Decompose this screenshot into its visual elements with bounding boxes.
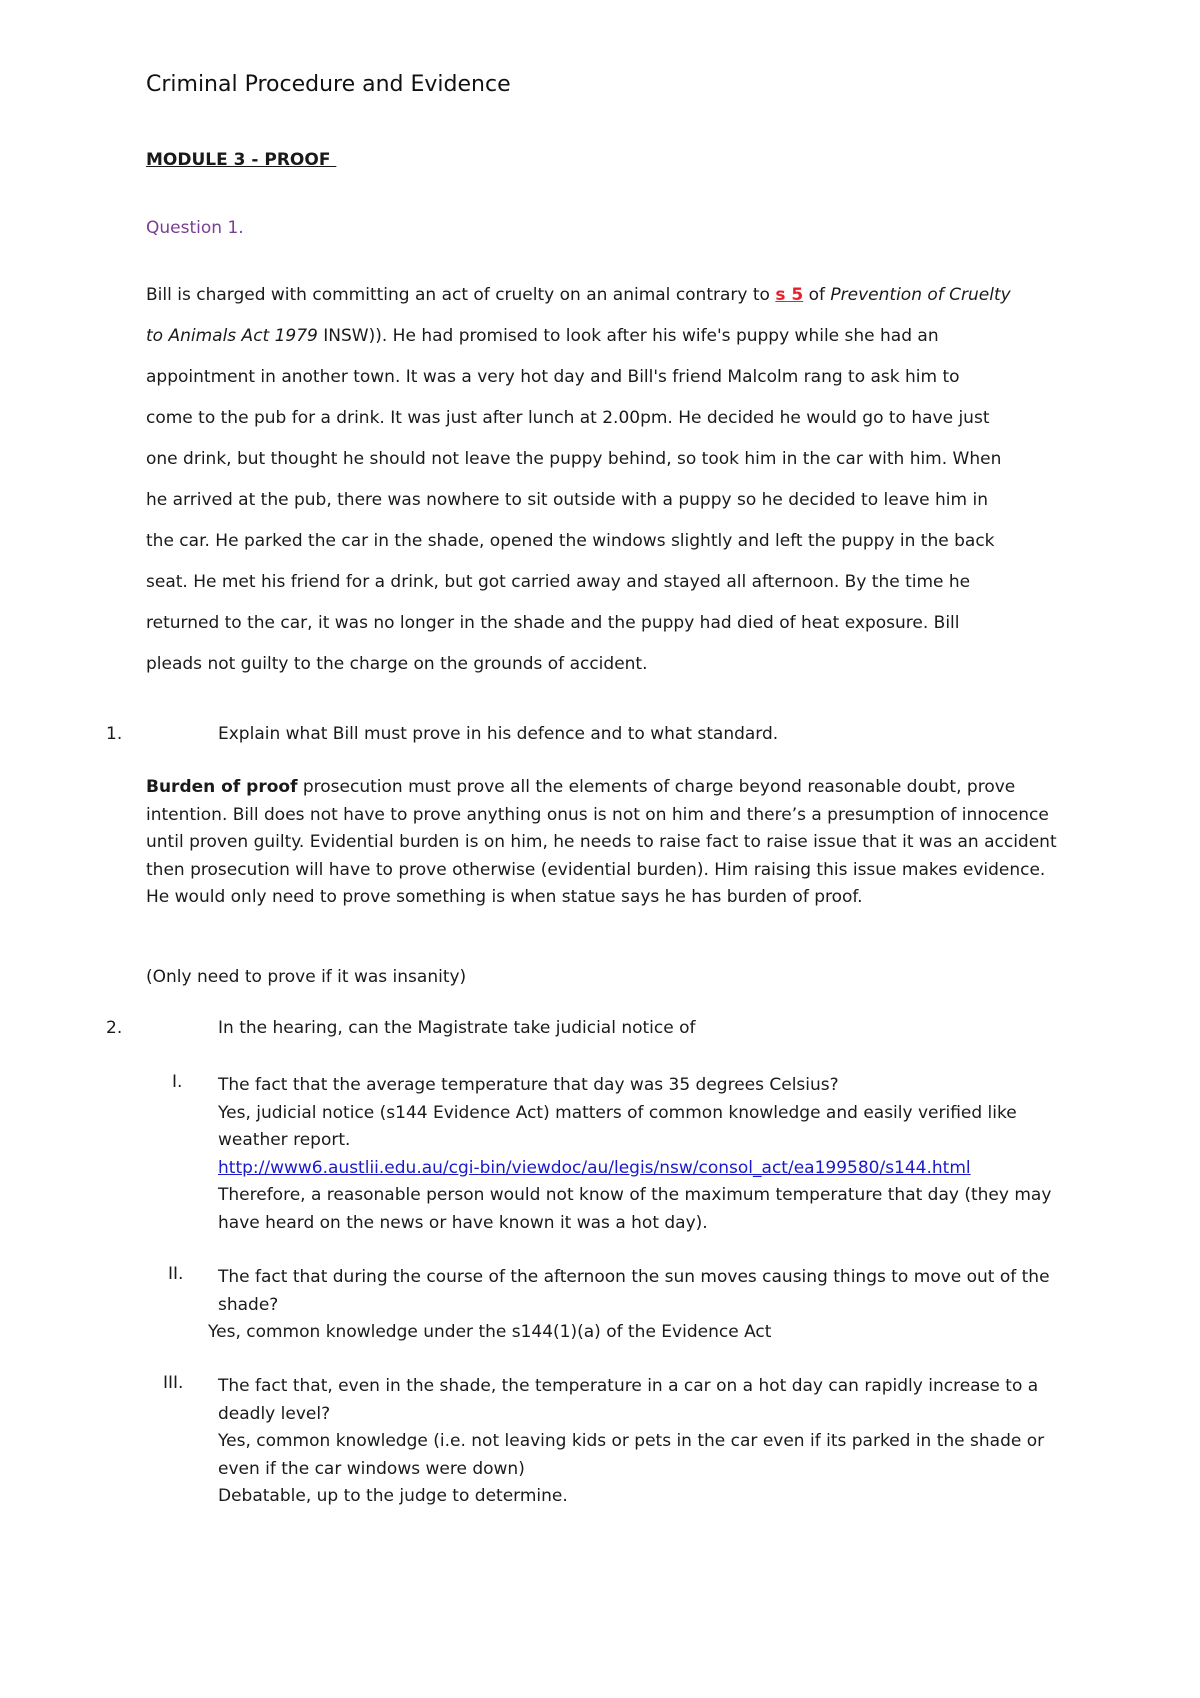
austlii-link[interactable]: http://www6.austlii.edu.au/cgi-bin/viewdoc/au/legis/nsw/consol_act/ea199580/s144.html xyxy=(218,1157,971,1178)
act-name-italic: to Animals Act 1979 xyxy=(146,326,318,346)
q2-item xyxy=(218,1072,1068,1237)
scenario-line: appointment in another town. It was a very hot day and Bill's friend Malcolm rang to ask him to xyxy=(146,367,960,387)
scenario-line: returned to the car, it was no longer in the shade and the puppy had died of heat exposure. Bill xyxy=(146,613,960,633)
q2-item-question: The fact that, even in the shade, the temperature in a car on a hot day can rapidly increase to a deadly level? xyxy=(218,1376,1039,1424)
q2-item-question: The fact that during the course of the afternoon the sun moves causing things to move out of the shade? xyxy=(218,1267,1050,1315)
scenario-line: seat. He met his friend for a drink, but got carried away and stayed all afternoon. By the time he xyxy=(146,572,971,592)
q2-item-answer: Therefore, a reasonable person would not know of the maximum temperature that day (they may have heard on the news or have known it was a hot day). xyxy=(218,1185,1052,1233)
q1-answer-text: prosecution must prove all the elements of charge beyond reasonable doubt, prove intention. Bill does not have to prove anything onus is not on him and there’s a presumption of innocence until proven guilty. Evidential burden is on him, he needs to raise fact to raise issue that it was an accident then prosecution will have to prove otherwise (evidential burden). Him raising this issue makes evidence. He would only need to prove something is when statue says he has burden of proof. xyxy=(146,777,1057,907)
q2-item-answer: Debatable, up to the judge to determine. xyxy=(218,1486,568,1506)
q1-note: (Only need to prove if it was insanity) xyxy=(146,967,467,987)
q2-item-question: The fact that the average temperature that day was 35 degrees Celsius? xyxy=(218,1075,839,1095)
act-name-italic: Prevention of Cruelty xyxy=(830,285,1011,305)
q2-item-answer: Yes, judicial notice (s144 Evidence Act) matters of common knowledge and easily verified like weather report. xyxy=(218,1102,1017,1150)
q1-number: 1. xyxy=(106,724,123,744)
scenario-line: he arrived at the pub, there was nowhere to sit outside with a puppy so he decided to leave him in xyxy=(146,490,988,510)
q2-item-numeral: I. xyxy=(172,1072,183,1092)
scenario-line xyxy=(146,321,1076,362)
scenario-text: of xyxy=(803,285,831,305)
scenario-text: Bill is charged with committing an act of cruelty on an animal contrary to xyxy=(146,285,776,305)
scenario-paragraph xyxy=(146,280,1076,690)
q2-number: 2. xyxy=(106,1018,123,1038)
burden-of-proof-label: Burden of proof xyxy=(146,777,298,797)
question-label: Question 1. xyxy=(146,218,244,238)
q2-item xyxy=(218,1373,1068,1511)
scenario-line: come to the pub for a drink. It was just after lunch at 2.00pm. He decided he would go to have just xyxy=(146,408,990,428)
scenario-line: one drink, but thought he should not leave the puppy behind, so took him in the car with him. When xyxy=(146,449,1002,469)
module-heading: MODULE 3 - PROOF xyxy=(146,150,337,170)
q2-question: In the hearing, can the Magistrate take judicial notice of xyxy=(218,1018,696,1038)
scenario-line: pleads not guilty to the charge on the grounds of accident. xyxy=(146,654,648,674)
document-title: Criminal Procedure and Evidence xyxy=(146,72,511,97)
q2-item xyxy=(218,1264,1068,1319)
scenario-line: the car. He parked the car in the shade, opened the windows slightly and left the puppy in the back xyxy=(146,531,995,551)
scenario-text: INSW)). He had promised to look after his wife's puppy while she had an xyxy=(317,326,939,346)
q2-item-numeral: II. xyxy=(168,1264,184,1284)
q1-question: Explain what Bill must prove in his defence and to what standard. xyxy=(218,724,779,744)
q2-item-answer: Yes, common knowledge under the s144(1)(a) of the Evidence Act xyxy=(208,1322,772,1342)
q2-item-answer: Yes, common knowledge (i.e. not leaving kids or pets in the car even if its parked in the shade or even if the car windows were down) xyxy=(218,1431,1045,1479)
q1-answer xyxy=(146,774,1066,912)
q2-item-numeral: III. xyxy=(163,1373,184,1393)
scenario-line xyxy=(146,280,1076,321)
section-reference-link[interactable]: s 5 xyxy=(775,285,804,305)
